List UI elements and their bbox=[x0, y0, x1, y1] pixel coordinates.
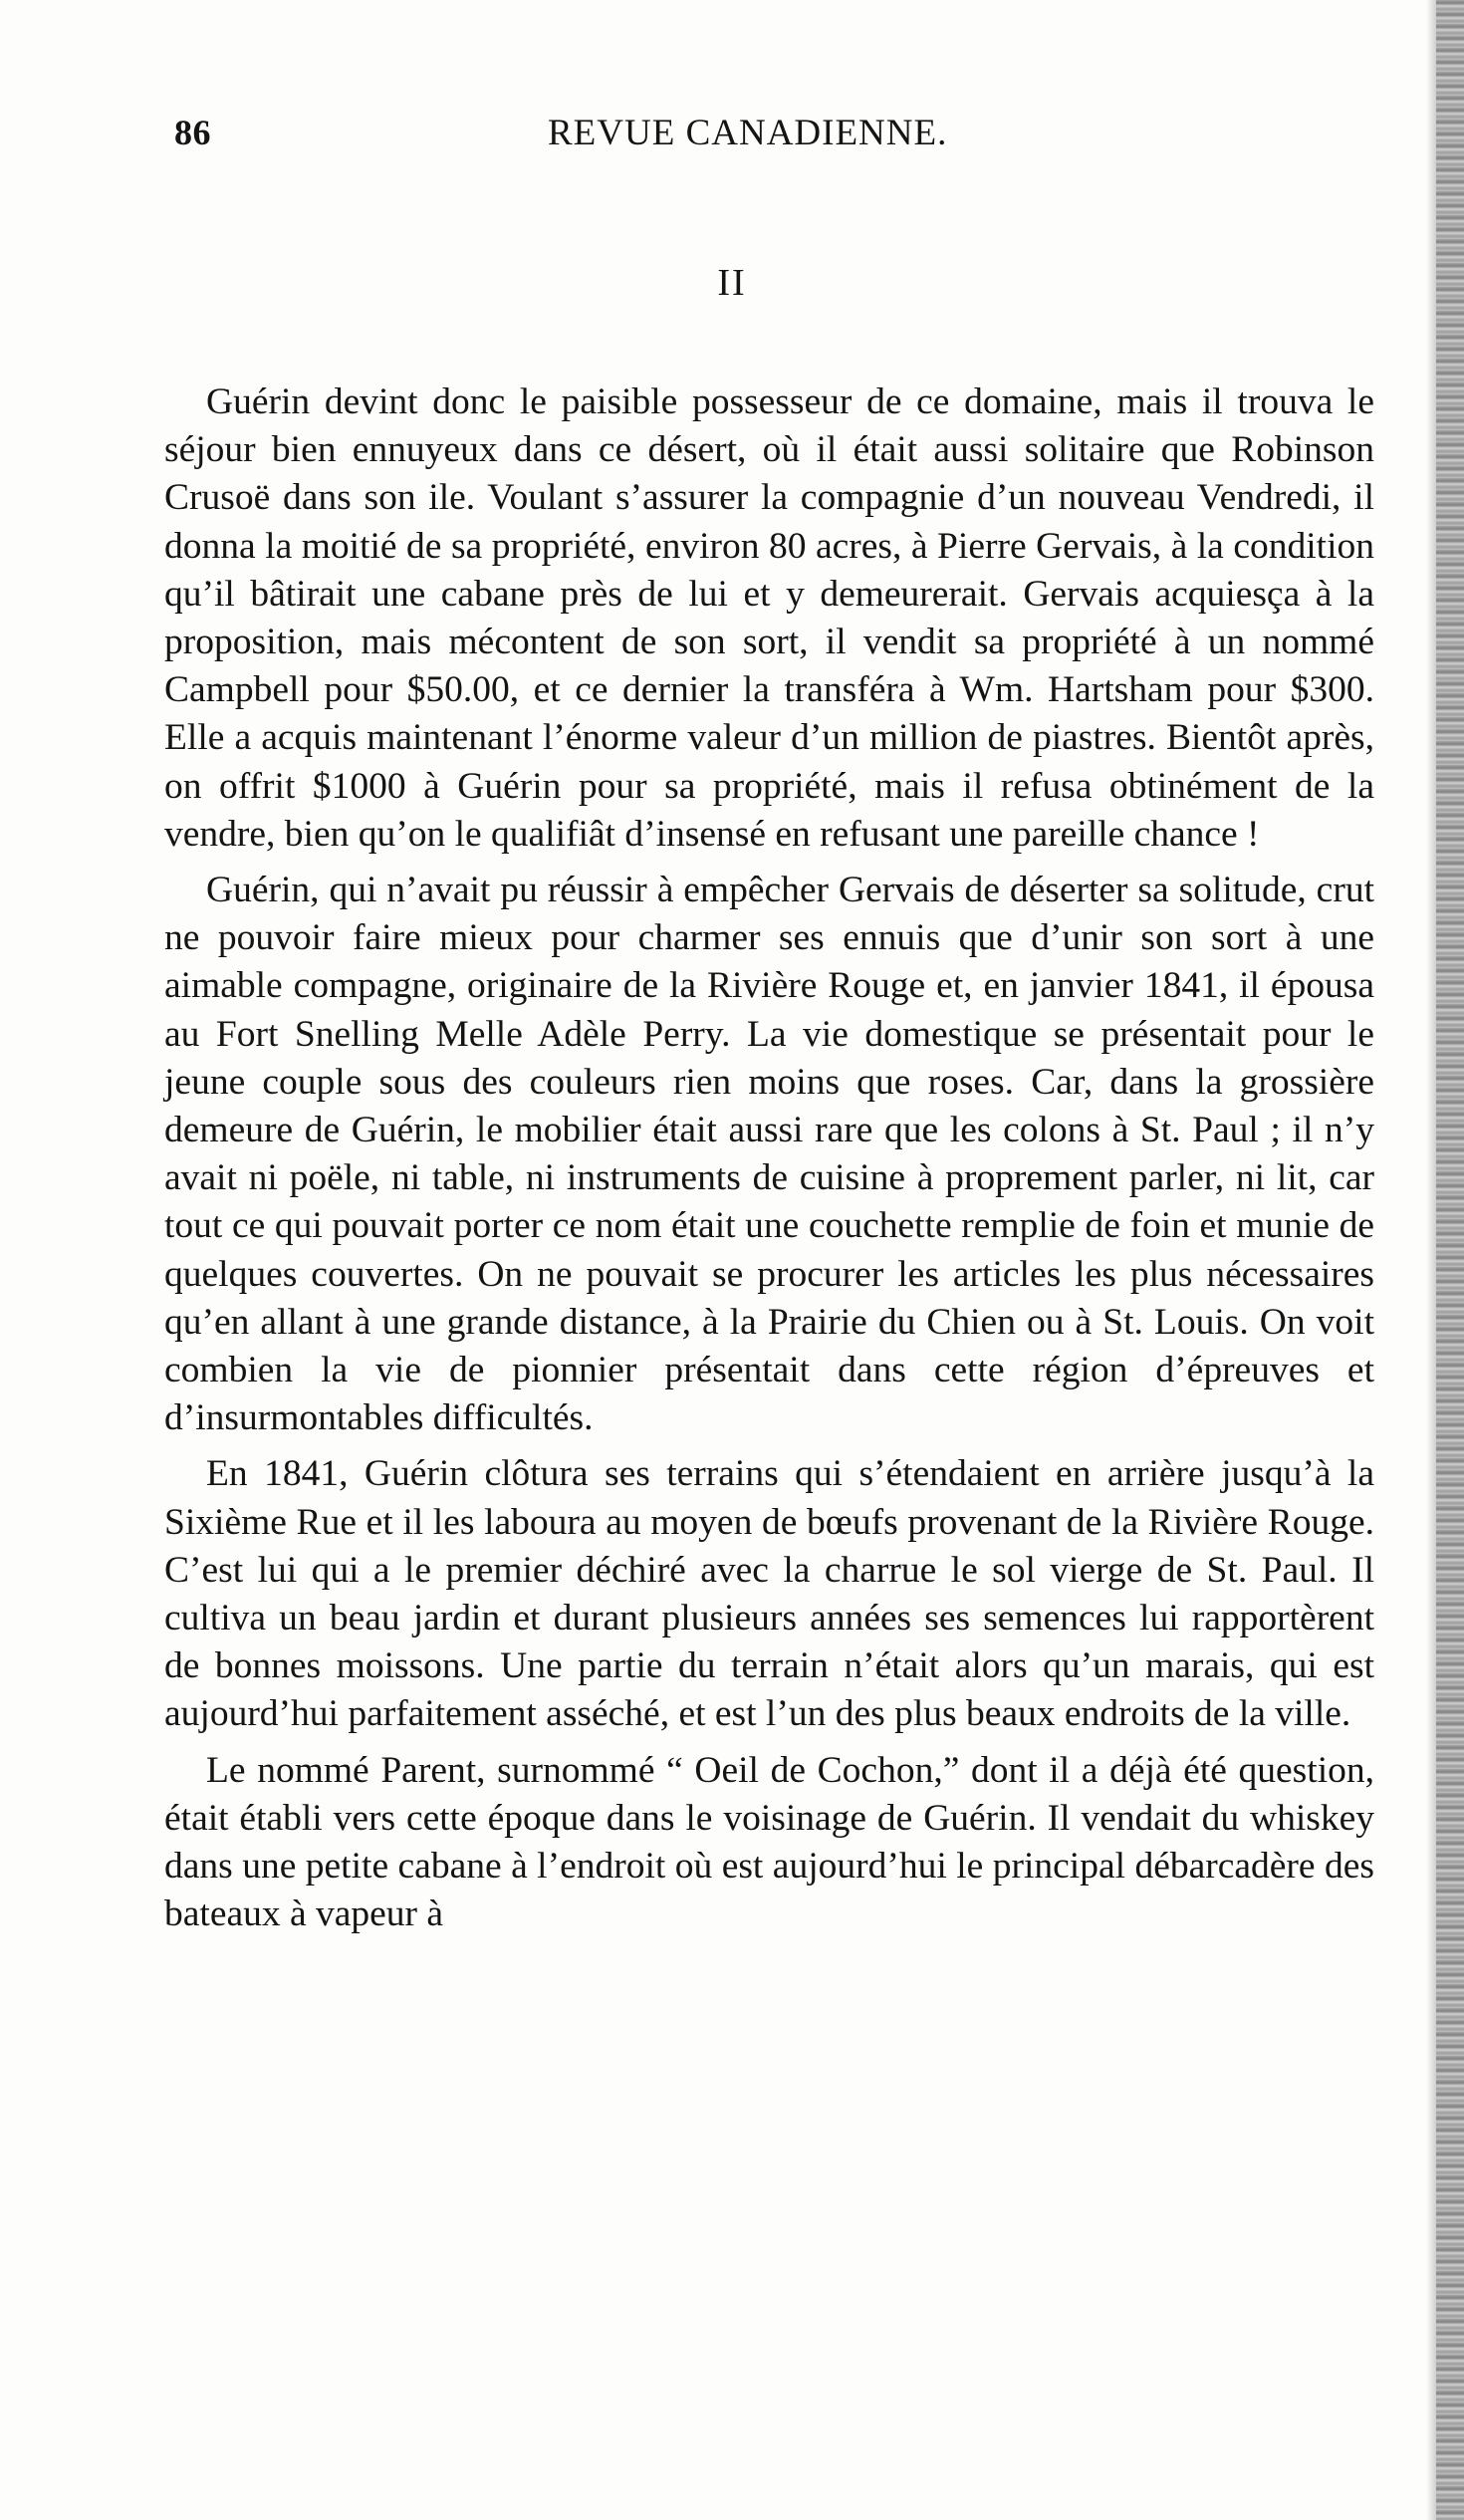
running-title: REVUE CANADIENNE. bbox=[548, 113, 948, 153]
body-text bbox=[164, 378, 1374, 1939]
paragraph: Le nommé Parent, surnommé “ Oeil de Cochon,” dont il a déjà été question, était établi vers cette époque dans le voisinage de Guérin. Il vendait du whiskey dans une petite cabane à l’endroit où est aujourd’hui le principal débarcadère des bateaux à vapeur à bbox=[164, 1749, 1374, 1935]
paragraph-spacer bbox=[164, 859, 1374, 867]
paragraph: En 1841, Guérin clôtura ses terrains qui s’étendaient en arrière jusqu’à la Sixième Rue et il les laboura au moyen de bœufs provenant de la Rivière Rouge. C’est lui qui a le premier déchiré avec la charrue le sol vierge de St. Paul. Il cultiva un beau jardin et durant plusieurs années ses semences lui rapportèrent de bonnes moissons. Une partie du terrain n’était alors qu’un marais, qui est aujourd’hui parfaitement asséché, et est l’un des plus beaux endroits de la ville. bbox=[164, 1453, 1374, 1735]
page-header bbox=[174, 112, 1369, 171]
paragraph: Guérin devint donc le paisible possesseur de ce domaine, mais il trouva le séjour bien ennuyeux dans ce désert, où il était aussi solitaire que Robinson Crusoë dans son ile. Voulant s’assurer la compagnie d’un nouveau Vendredi, il donna la moitié de sa propriété, environ 80 acres, à Pierre Gervais, à la condition qu’il bâtirait une cabane près de lui et y demeurerait. Gervais acquiesça à la proposition, mais mécontent de son sort, il vendit sa propriété à un nommé Campbell pour $50.00, et ce dernier la transféra à Wm. Hartsham pour $300. Elle a acquis maintenant l’énorme valeur d’un million de piastres. Bientôt après, on offrit $1000 à Guérin pour sa propriété, mais il refusa obtinément de la vendre, bien qu’on le qualifiât d’insensé en refusant une pareille chance ! bbox=[164, 381, 1374, 855]
paragraph-spacer bbox=[164, 1442, 1374, 1450]
page-edge bbox=[1436, 0, 1464, 2520]
page-edge-shadow bbox=[1426, 0, 1436, 2520]
page-number: 86 bbox=[174, 113, 211, 152]
section-number: II bbox=[717, 262, 747, 304]
paragraph: Guérin, qui n’avait pu réussir à empêcher Gervais de déserter sa solitude, crut ne pouvoir faire mieux pour charmer ses ennuis que d’unir son sort à une aimable compagne, originaire de la Rivière Rouge et, en janvier 1841, il épousa au Fort Snelling Melle Adèle Perry. La vie domestique se présentait pour le jeune couple sous des couleurs rien moins que roses. Car, dans la grossière demeure de Guérin, le mobilier était aussi rare que les colons à St. Paul ; il n’y avait ni poële, ni table, ni instruments de cuisine à proprement parler, ni lit, car tout ce qui pouvait porter ce nom était une couchette remplie de foin et munie de quelques couvertes. On ne pouvait se procurer les articles les plus nécessaires qu’en allant à une grande distance, à la Prairie du Chien ou à St. Louis. On voit combien la vie de pionnier présentait dans cette région d’épreuves et d’insurmontables difficultés. bbox=[164, 870, 1374, 1439]
paragraph-spacer bbox=[164, 1739, 1374, 1747]
